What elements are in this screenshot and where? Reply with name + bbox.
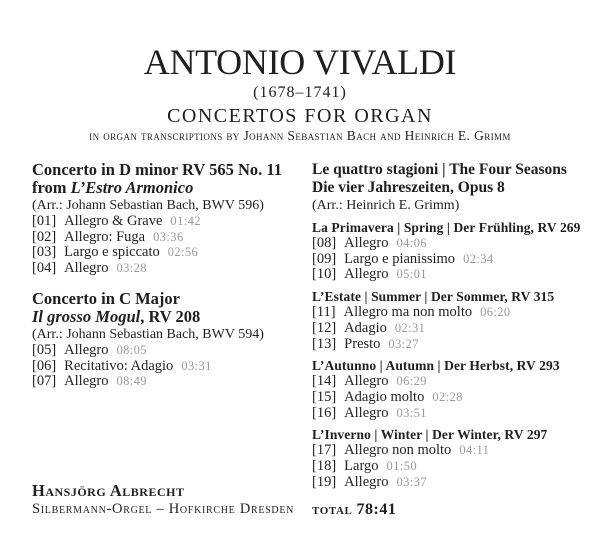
- track-title: Allegro & Grave: [64, 213, 163, 229]
- track-duration: 03:51: [396, 405, 427, 420]
- track-number: [03]: [32, 244, 57, 261]
- arranger-credit: (Arr.: Johann Sebastian Bach, BWV 596): [32, 198, 264, 213]
- track-number: [02]: [32, 228, 57, 245]
- track-title: Allegro: [64, 373, 109, 390]
- track-row: [312, 321, 598, 337]
- arranger-credit: (Arr.: Heinrich E. Grimm): [312, 198, 460, 213]
- track-duration: 04:06: [396, 236, 427, 250]
- track-duration: 03:28: [116, 261, 147, 276]
- track-number: [06]: [32, 357, 57, 374]
- track-list: [312, 374, 598, 421]
- track-title: Allegro: Fuga: [64, 228, 146, 245]
- track-title: Allegro: [64, 260, 109, 277]
- track-duration: 02:31: [394, 320, 426, 335]
- track-row: [312, 459, 598, 475]
- work-title: [32, 161, 304, 197]
- track-title: Adagio molto: [344, 388, 425, 405]
- track-duration: 02:56: [167, 245, 199, 260]
- track-number: [01]: [32, 213, 57, 229]
- track-duration: 05:01: [396, 267, 427, 282]
- artist-credit: [32, 481, 294, 519]
- track-duration: 03:31: [181, 358, 212, 373]
- season-header: La Primavera | Spring | Der Frühling, RV 269: [312, 220, 581, 235]
- season-header: L’Estate | Summer | Der Sommer, RV 315: [312, 289, 555, 305]
- album-title: CONCERTOS FOR ORGAN: [167, 105, 433, 127]
- composer-dates: (1678–1741): [253, 84, 347, 101]
- track-title: Allegro: [344, 266, 389, 283]
- track-number: [14]: [312, 373, 337, 390]
- track-number: [13]: [312, 335, 337, 352]
- track-number: [16]: [312, 404, 337, 421]
- total-label: total: [312, 501, 353, 519]
- track-title: Allegro: [344, 373, 389, 390]
- album-subtitle: in organ transcriptions by Johann Sebastian Bach and Heinrich E. Grimm: [89, 128, 511, 143]
- work-title-line1: Concerto in D minor RV 565 No. 11: [32, 160, 282, 179]
- left-column: [32, 161, 304, 390]
- cycle-title: [312, 161, 598, 197]
- track-row: [312, 236, 598, 252]
- track-row: [32, 359, 304, 375]
- track-row: [32, 245, 304, 261]
- track-title: Largo: [344, 458, 379, 475]
- track-number: [11]: [312, 304, 336, 321]
- season-header: L’Autunno | Autumn | Der Herbst, RV 293: [312, 358, 560, 374]
- track-number: [19]: [312, 473, 337, 490]
- total-row: [312, 502, 598, 518]
- track-row: [312, 406, 598, 422]
- track-title: Allegro non molto: [344, 442, 452, 459]
- track-title: Allegro ma non molto: [343, 304, 473, 321]
- work-title-line2: from L’Estro Armonico: [32, 178, 194, 197]
- season-autumn: [312, 358, 598, 421]
- track-number: [07]: [32, 373, 57, 390]
- track-number: [17]: [312, 442, 337, 459]
- track-row: [32, 343, 304, 359]
- track-duration: 02:28: [432, 389, 463, 404]
- composer-name: ANTONIO VIVALDI: [143, 42, 457, 82]
- track-row: [32, 230, 304, 246]
- track-row: [312, 374, 598, 390]
- season-spring: [312, 220, 598, 283]
- track-row: [32, 261, 304, 277]
- track-list: [32, 214, 304, 277]
- track-number: [05]: [32, 341, 57, 358]
- track-title: Allegro: [344, 473, 389, 490]
- track-title: Adagio: [344, 319, 387, 336]
- track-number: [12]: [312, 319, 337, 336]
- work-concerto-c-major: [32, 290, 304, 390]
- track-row: [312, 390, 598, 406]
- track-list: [312, 236, 598, 283]
- track-title: Allegro: [344, 235, 389, 251]
- track-row: [312, 252, 598, 268]
- track-row: [32, 374, 304, 390]
- work-title: [32, 290, 304, 326]
- track-number: [08]: [312, 235, 337, 251]
- arranger-credit: (Arr.: Johann Sebastian Bach, BWV 594): [32, 326, 264, 342]
- track-title: Presto: [344, 335, 381, 352]
- right-column: [312, 161, 598, 518]
- track-duration: 08:49: [116, 374, 147, 389]
- track-row: [312, 305, 598, 321]
- track-title: Largo e spiccato: [64, 244, 160, 261]
- season-header: L’Inverno | Winter | Der Winter, RV 297: [312, 427, 548, 443]
- cycle-title-line1: Le quattro stagioni | The Four Seasons: [312, 161, 567, 178]
- track-title: Allegro: [344, 404, 389, 421]
- track-duration: 01:50: [386, 459, 418, 474]
- track-number: [10]: [312, 266, 337, 283]
- track-duration: 03:27: [388, 336, 419, 351]
- season-winter: [312, 427, 598, 490]
- track-number: [18]: [312, 458, 337, 475]
- track-duration: 02:34: [463, 251, 494, 266]
- track-row: [32, 214, 304, 230]
- track-list: [312, 443, 598, 490]
- track-duration: 01:42: [170, 214, 201, 228]
- artist-instrument: Silbermann-Orgel – Hofkirche Dresden: [32, 501, 295, 517]
- track-duration: 08:05: [116, 342, 147, 357]
- track-row: [312, 475, 598, 491]
- track-list: [32, 343, 304, 390]
- track-number: [09]: [312, 250, 337, 267]
- track-duration: 03:37: [396, 474, 427, 489]
- work-title-line2: Il grosso Mogul, RV 208: [32, 306, 201, 326]
- track-number: [04]: [32, 260, 57, 277]
- track-duration: 06:20: [480, 305, 511, 320]
- track-row: [312, 443, 598, 459]
- track-duration: 04:11: [459, 443, 490, 458]
- cycle-title-line2: Die vier Jahreszeiten, Opus 8: [312, 179, 505, 196]
- season-summer: [312, 289, 598, 352]
- track-duration: 03:36: [153, 229, 184, 244]
- work-concerto-d-minor: [32, 161, 304, 277]
- total-time: 78:41: [356, 501, 397, 519]
- work-title-line1: Concerto in C Major: [32, 288, 181, 308]
- track-row: [312, 337, 598, 353]
- track-list: [312, 305, 598, 352]
- track-title: Allegro: [64, 341, 109, 358]
- track-title: Largo e pianissimo: [344, 250, 456, 267]
- track-duration: 06:29: [396, 374, 427, 389]
- track-row: [312, 267, 598, 283]
- artist-name: Hansjörg Albrecht: [32, 481, 185, 500]
- track-number: [15]: [312, 388, 337, 405]
- track-title: Recitativo: Adagio: [64, 357, 174, 374]
